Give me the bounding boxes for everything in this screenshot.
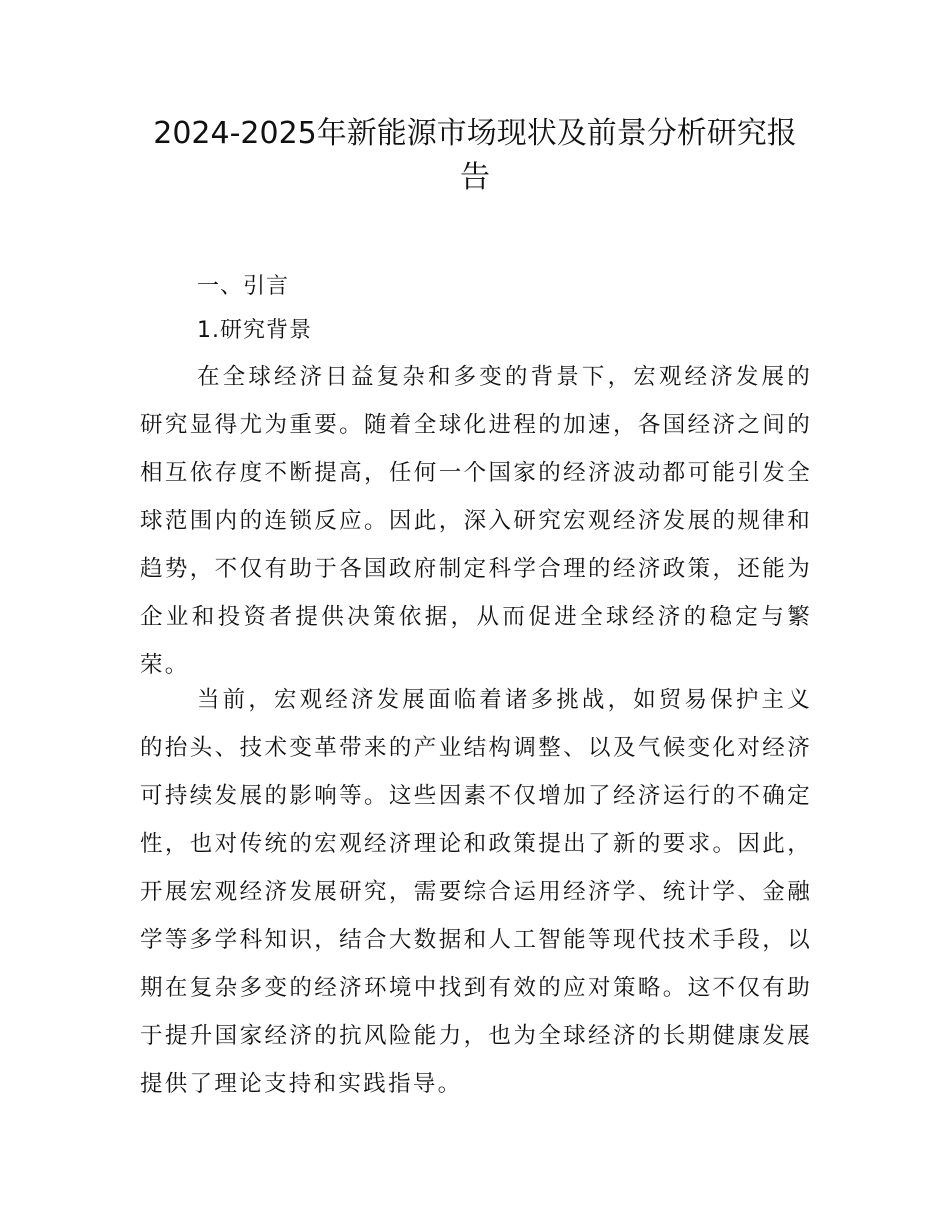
body-paragraph-1: 在全球经济日益复杂和多变的背景下，宏观经济发展的研究显得尤为重要。随着全球化进程的加速，各国经济之间的相互依存度不断提高，任何一个国家的经济波动都可能引发全球范围内的连锁反应。因此，深入研究宏观经济发展的规律和趋势，不仅有助于各国政府制定科学合理的经济政策，还能为企业和投资者提供决策依据，从而促进全球经济的稳定与繁荣。: [140, 364, 812, 678]
document-title: 2024-2025年新能源市场现状及前景分析研究报告: [153, 116, 797, 195]
section-heading: 一、引言: [197, 274, 290, 299]
subsection-heading: 1.研究背景: [197, 318, 312, 343]
body-paragraph-2: 当前，宏观经济发展面临着诸多挑战，如贸易保护主义的抬头、技术变革带来的产业结构调整、以及气候变化对经济可持续发展的影响等。这些因素不仅增加了经济运行的不确定性，也对传统的宏观经济理论和政策提出了新的要求。因此，开展宏观经济发展研究，需要综合运用经济学、统计学、金融学等多学科知识，结合大数据和人工智能等现代技术手段，以期在复杂多变的经济环境中找到有效的应对策略。这不仅有助于提升国家经济的抗风险能力，也为全球经济的长期健康发展提供了理论支持和实践指导。: [140, 687, 812, 1097]
